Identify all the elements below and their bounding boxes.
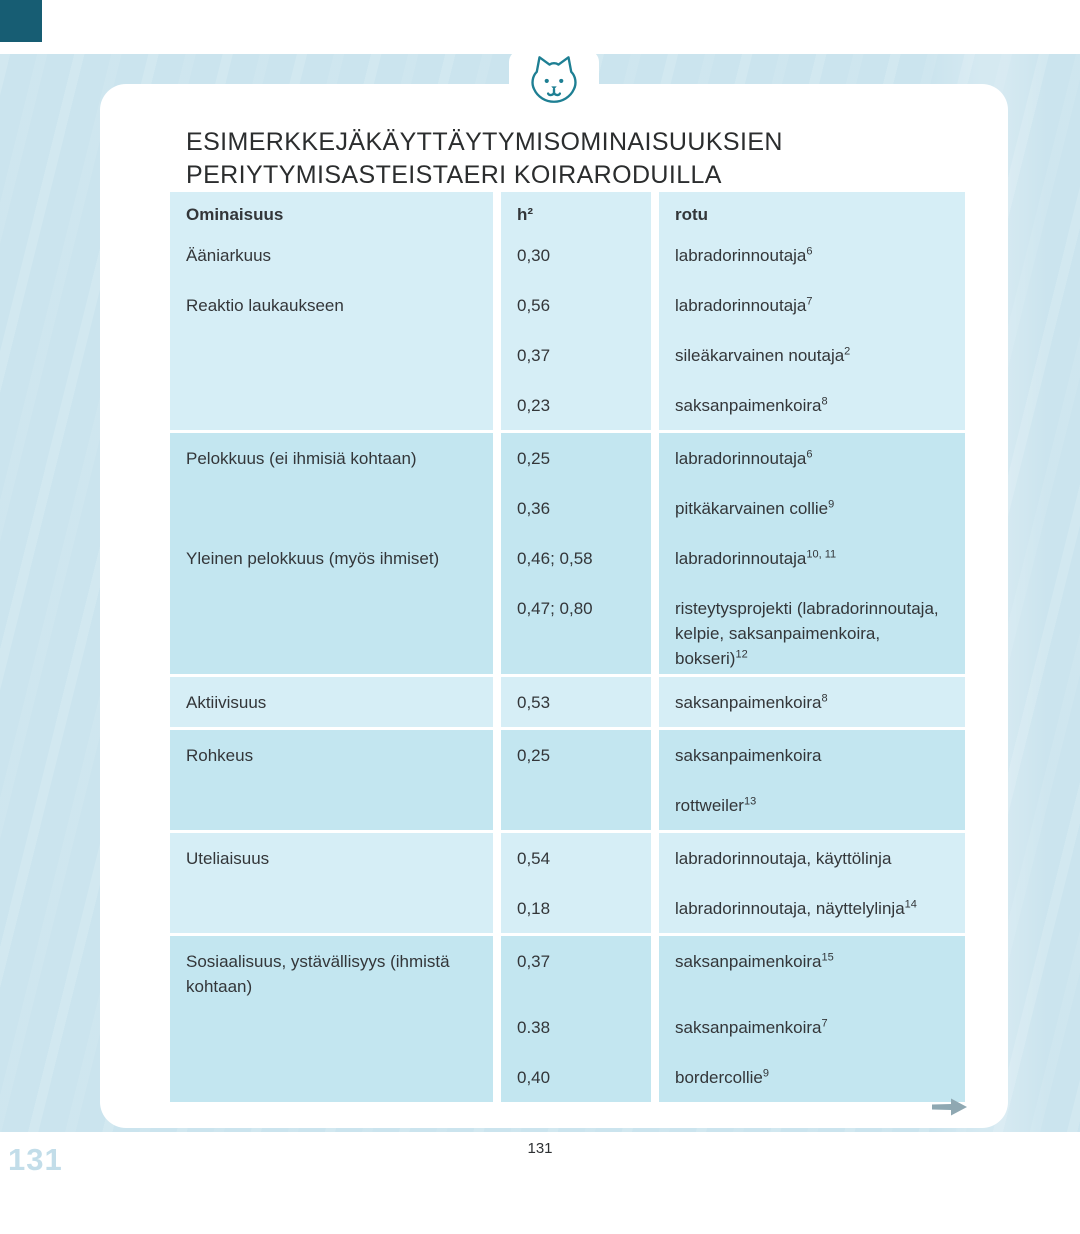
table-group	[170, 833, 965, 933]
breed-cell: labradorinnoutaja$^7$	[659, 280, 965, 330]
heritability-table	[170, 192, 965, 1102]
corner-accent-square	[0, 0, 42, 42]
table-header-row	[170, 192, 965, 230]
column-header: h²	[501, 192, 651, 230]
footnote-ref: 13	[743, 795, 757, 808]
trait-cell	[170, 1002, 493, 1052]
breed-cell: labradorinnoutaja$^6$	[659, 230, 965, 280]
breed-cell: sileäkarvainen noutaja$^2$	[659, 330, 965, 380]
column-header: rotu	[659, 192, 965, 230]
trait-cell: Uteliaisuus	[170, 833, 493, 883]
footnote-ref: 6	[806, 245, 813, 258]
column-header: Ominaisuus	[170, 192, 493, 230]
h2-value-cell	[501, 780, 651, 830]
h2-value-cell: 0,23	[501, 380, 651, 430]
table-group	[170, 730, 965, 830]
h2-value-cell: 0,54	[501, 833, 651, 883]
content-card	[100, 84, 1008, 1128]
footnote-ref: 7	[806, 295, 813, 308]
trait-cell	[170, 780, 493, 830]
page-title-line2: PERIYTYMISASTEISTAERI KOIRARODUILLA	[186, 161, 722, 189]
table-group	[170, 230, 965, 430]
footnote-ref: 9	[828, 498, 835, 511]
table-group	[170, 677, 965, 727]
trait-cell	[170, 330, 493, 380]
footnote-ref: 2	[844, 345, 851, 358]
trait-cell	[170, 1052, 493, 1102]
h2-value-cell: 0,53	[501, 677, 651, 727]
h2-value-cell: 0,36	[501, 483, 651, 533]
trait-cell: Rohkeus	[170, 730, 493, 780]
trait-cell: Pelokkuus (ei ihmisiä kohtaan)	[170, 433, 493, 483]
h2-value-cell: 0,40	[501, 1052, 651, 1102]
trait-cell	[170, 483, 493, 533]
h2-value-cell: 0,47; 0,80	[501, 583, 651, 674]
footnote-ref: 10, 11	[806, 548, 837, 561]
h2-value-cell: 0,18	[501, 883, 651, 933]
trait-cell: Yleinen pelokkuus (myös ihmiset)	[170, 533, 493, 583]
trait-cell: Ääniarkuus	[170, 230, 493, 280]
footnote-ref: 9	[762, 1067, 770, 1080]
corner-page-number: 131	[8, 1142, 63, 1177]
breed-cell: labradorinnoutaja$^{10, 11}$	[659, 533, 965, 583]
table-group	[170, 433, 965, 674]
h2-value-cell: 0,25	[501, 433, 651, 483]
h2-value-cell: 0,46; 0,58	[501, 533, 651, 583]
breed-cell: saksanpaimenkoira	[659, 730, 965, 780]
footer-page-number: 131	[527, 1140, 553, 1157]
trait-cell: Aktiivisuus	[170, 677, 493, 727]
h2-value-cell: 0,30	[501, 230, 651, 280]
breed-cell: labradorinnoutaja$^6$	[659, 433, 965, 483]
footnote-ref: 8	[821, 692, 828, 705]
footnote-ref: 15	[821, 951, 834, 964]
arrow-right-icon	[932, 1096, 968, 1118]
breed-cell: bordercollie$^9$	[659, 1052, 965, 1102]
trait-cell: Reaktio laukaukseen	[170, 280, 493, 330]
next-page-arrow[interactable]	[932, 1096, 968, 1118]
breed-cell: saksanpaimenkoira$^7$	[659, 1002, 965, 1052]
page-title-line1: ESIMERKKEJÄKÄYTTÄYTYMISOMINAISUUKSIEN	[186, 128, 783, 156]
trait-cell	[170, 583, 493, 674]
dog-face-icon	[525, 52, 583, 108]
dog-icon-badge	[509, 50, 599, 110]
breed-cell: risteytysprojekti (labradorinnoutaja, kelpie, saksanpaimenkoira, bokseri)$^{12}$	[659, 583, 965, 674]
footnote-ref: 14	[904, 898, 917, 911]
breed-cell: rottweiler$^{13}$	[659, 780, 965, 830]
footnote-ref: 6	[806, 448, 813, 461]
h2-value-cell: 0,37	[501, 936, 651, 1002]
table-group	[170, 936, 965, 1102]
footnote-ref: 8	[821, 395, 828, 408]
breed-cell: saksanpaimenkoira$^8$	[659, 677, 965, 727]
trait-cell	[170, 380, 493, 430]
footnote-ref: 7	[821, 1017, 828, 1030]
footnote-ref: 12	[735, 648, 748, 661]
page-title	[186, 126, 926, 192]
breed-cell: labradorinnoutaja, käyttölinja	[659, 833, 965, 883]
breed-cell: labradorinnoutaja, näyttelylinja$^{14}$	[659, 883, 965, 933]
h2-value-cell: 0,37	[501, 330, 651, 380]
h2-value-cell: 0,25	[501, 730, 651, 780]
h2-value-cell: 0.38	[501, 1002, 651, 1052]
h2-value-cell: 0,56	[501, 280, 651, 330]
breed-cell: saksanpaimenkoira$^8$	[659, 380, 965, 430]
trait-cell: Sosiaalisuus, ystävällisyys (ihmistä kohtaan)	[170, 936, 493, 1002]
trait-cell	[170, 883, 493, 933]
breed-cell: saksanpaimenkoira$^{15}$	[659, 936, 965, 1002]
breed-cell: pitkäkarvainen collie$^9$	[659, 483, 965, 533]
